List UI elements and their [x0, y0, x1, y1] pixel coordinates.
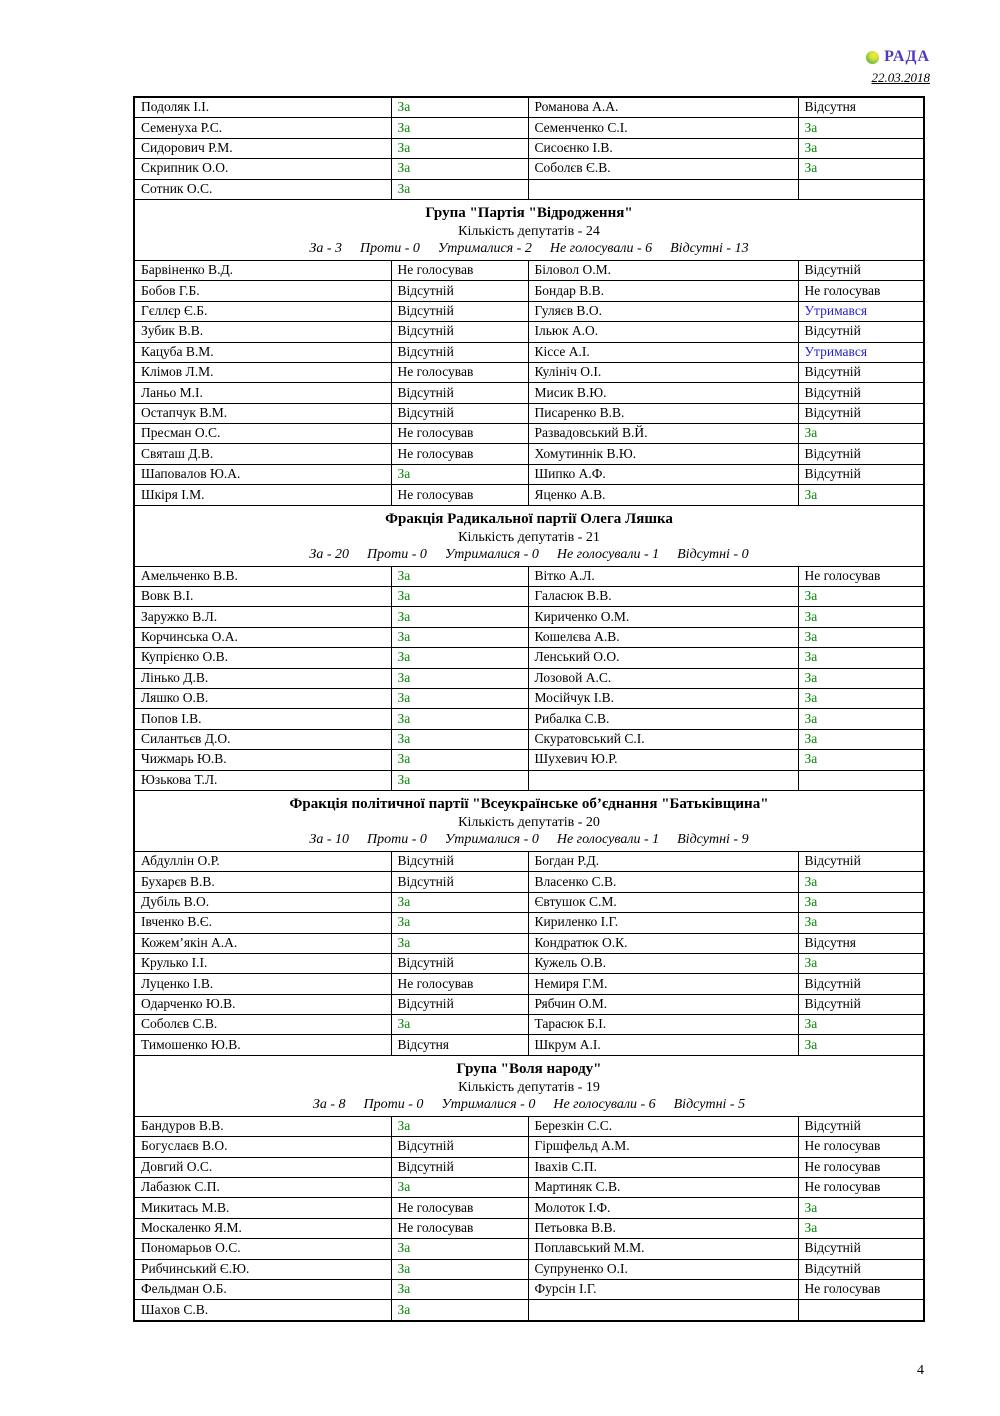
deputy-name-cell: Семенченко С.І. — [528, 118, 798, 138]
deputy-name-cell: Шипко А.Ф. — [528, 464, 798, 484]
vote-cell: Не голосував — [391, 424, 528, 444]
vote-cell: Відсутній — [391, 994, 528, 1014]
deputy-name-cell: Немиря Г.М. — [528, 974, 798, 994]
deputy-name-cell: Гуляєв В.О. — [528, 301, 798, 321]
table-row — [134, 383, 924, 403]
deputy-name-cell: Сисоєнко І.В. — [528, 138, 798, 158]
deputy-name-cell: Кулініч О.І. — [528, 362, 798, 382]
table-row — [134, 1218, 924, 1238]
vote-cell: Відсутній — [798, 1116, 924, 1136]
section-title: Фракція політичної партії "Всеукраїнське об’єднання "Батьківщина" — [289, 795, 769, 812]
vote-cell: За — [798, 913, 924, 933]
table-row — [134, 403, 924, 423]
brand-line — [866, 48, 930, 66]
deputy-name-cell: Фурсін І.Г. — [528, 1279, 798, 1299]
vote-cell: Відсутній — [391, 322, 528, 342]
table-row — [134, 1239, 924, 1259]
deputy-name-cell: Вовк В.І. — [134, 587, 391, 607]
deputy-name-cell: Ленський О.О. — [528, 648, 798, 668]
section-header-row — [134, 1055, 924, 1116]
vote-cell: Не голосував — [391, 444, 528, 464]
vote-cell: Утримався — [798, 342, 924, 362]
section-header-row — [134, 505, 924, 566]
table-row — [134, 485, 924, 505]
report-date: 22.03.2018 — [871, 69, 930, 85]
deputy-name-cell: Развадовський В.Й. — [528, 424, 798, 444]
section-stat-item: За - 8 — [312, 1096, 346, 1112]
table-row — [134, 1279, 924, 1299]
deputy-name-cell: Кожем’якін А.А. — [134, 933, 391, 953]
section-stat-item: Утрималися - 0 — [444, 831, 539, 847]
deputy-name-cell: Скуратовський С.І. — [528, 729, 798, 749]
deputy-name-cell: Ланьо М.І. — [134, 383, 391, 403]
section-header — [134, 790, 924, 851]
vote-cell: За — [798, 607, 924, 627]
table-row — [134, 933, 924, 953]
table-row — [134, 1137, 924, 1157]
section-stat-item: За - 10 — [309, 831, 349, 847]
vote-cell: Не голосував — [798, 1157, 924, 1177]
section-deputy-count: Кількість депутатів - 21 — [458, 529, 600, 545]
vote-cell: За — [798, 1035, 924, 1055]
deputy-name-cell: Абдуллін О.Р. — [134, 851, 391, 871]
vote-cell: За — [391, 892, 528, 912]
table-row — [134, 688, 924, 708]
vote-cell: Не голосував — [798, 1137, 924, 1157]
vote-cell: Не голосував — [798, 1178, 924, 1198]
deputy-name-cell: Пресман О.С. — [134, 424, 391, 444]
vote-cell: За — [798, 872, 924, 892]
deputy-name-cell: Галасюк В.В. — [528, 587, 798, 607]
vote-cell: За — [798, 668, 924, 688]
vote-cell: Відсутній — [798, 1259, 924, 1279]
vote-cell: Відсутній — [798, 383, 924, 403]
section-stat-item: Не голосували - 6 — [549, 240, 653, 256]
deputy-name-cell: Пономарьов О.С. — [134, 1239, 391, 1259]
vote-cell: За — [391, 1259, 528, 1279]
vote-cell: Утримався — [798, 301, 924, 321]
deputy-name-cell: Шаповалов Ю.А. — [134, 464, 391, 484]
vote-table — [133, 96, 925, 1322]
table-row — [134, 301, 924, 321]
vote-cell — [798, 770, 924, 790]
deputy-name-cell: Богдан Р.Д. — [528, 851, 798, 871]
deputy-name-cell: Силантьєв Д.О. — [134, 729, 391, 749]
table-row — [134, 566, 924, 586]
deputy-name-cell: Бандуров В.В. — [134, 1116, 391, 1136]
vote-cell: За — [798, 953, 924, 973]
deputy-name-cell — [528, 1300, 798, 1321]
deputy-name-cell: Петьовка В.В. — [528, 1218, 798, 1238]
deputy-name-cell: Шахов С.В. — [134, 1300, 391, 1321]
table-row — [134, 913, 924, 933]
section-deputy-count: Кількість депутатів - 20 — [458, 814, 600, 830]
vote-cell: За — [798, 750, 924, 770]
deputy-name-cell: Івахів С.П. — [528, 1157, 798, 1177]
section-vote-stats — [139, 240, 919, 258]
deputy-name-cell: Тимошенко Ю.В. — [134, 1035, 391, 1055]
table-row — [134, 729, 924, 749]
table-row — [134, 1198, 924, 1218]
vote-cell: За — [391, 668, 528, 688]
vote-cell — [798, 179, 924, 199]
table-row — [134, 770, 924, 790]
deputy-name-cell: Євтушок С.М. — [528, 892, 798, 912]
deputy-name-cell: Мосійчук І.В. — [528, 688, 798, 708]
section-stat-item: Проти - 0 — [366, 831, 427, 847]
deputy-name-cell: Луценко І.В. — [134, 974, 391, 994]
vote-cell: За — [391, 1178, 528, 1198]
deputy-name-cell: Одарченко Ю.В. — [134, 994, 391, 1014]
deputy-name-cell: Молоток І.Ф. — [528, 1198, 798, 1218]
deputy-name-cell: Тарасюк Б.І. — [528, 1015, 798, 1035]
deputy-name-cell: Лозовой А.С. — [528, 668, 798, 688]
vote-cell: За — [391, 750, 528, 770]
table-row — [134, 851, 924, 871]
vote-cell — [798, 1300, 924, 1321]
vote-cell: За — [798, 485, 924, 505]
vote-cell: Відсутній — [391, 1137, 528, 1157]
deputy-name-cell: Купрієнко О.В. — [134, 648, 391, 668]
deputy-name-cell: Кириленко І.Г. — [528, 913, 798, 933]
table-row — [134, 627, 924, 647]
vote-cell: За — [391, 1116, 528, 1136]
section-title: Група "Воля народу" — [456, 1060, 602, 1077]
vote-cell: За — [798, 118, 924, 138]
vote-cell: Відсутній — [798, 994, 924, 1014]
table-row — [134, 1157, 924, 1177]
deputy-name-cell: Рибалка С.В. — [528, 709, 798, 729]
vote-cell: За — [798, 688, 924, 708]
vote-cell: За — [391, 1300, 528, 1321]
vote-cell: Відсутній — [798, 851, 924, 871]
vote-cell: За — [798, 1198, 924, 1218]
vote-cell: Відсутній — [798, 260, 924, 280]
vote-cell: За — [798, 627, 924, 647]
vote-cell: За — [798, 1218, 924, 1238]
section-header-row — [134, 790, 924, 851]
deputy-name-cell: Вітко А.Л. — [528, 566, 798, 586]
section-header — [134, 505, 924, 566]
section-stat-item: Відсутні - 9 — [677, 831, 749, 847]
deputy-name-cell — [528, 179, 798, 199]
table-row — [134, 1035, 924, 1055]
deputy-name-cell: Сидорович Р.М. — [134, 138, 391, 158]
section-stat-item: За - 20 — [309, 546, 349, 562]
table-row — [134, 1116, 924, 1136]
deputy-name-cell: Богуслаєв В.О. — [134, 1137, 391, 1157]
vote-cell: За — [391, 770, 528, 790]
vote-cell: За — [798, 159, 924, 179]
deputy-name-cell: Чижмарь Ю.В. — [134, 750, 391, 770]
deputy-name-cell: Соболєв С.В. — [134, 1015, 391, 1035]
section-stat-item: За - 3 — [309, 240, 342, 256]
section-stat-item: Відсутні - 5 — [673, 1096, 746, 1112]
deputy-name-cell: Святаш Д.В. — [134, 444, 391, 464]
vote-cell: Не голосував — [391, 1218, 528, 1238]
vote-cell: Відсутній — [391, 1157, 528, 1177]
vote-cell: Не голосував — [798, 566, 924, 586]
vote-cell: Відсутня — [798, 97, 924, 118]
deputy-name-cell: Юзькова Т.Л. — [134, 770, 391, 790]
table-row — [134, 974, 924, 994]
section-stat-item: Утрималися - 2 — [437, 240, 532, 256]
section-stat-item: Відсутні - 13 — [670, 240, 749, 256]
vote-cell: За — [391, 913, 528, 933]
deputy-name-cell: Семенуха Р.С. — [134, 118, 391, 138]
deputy-name-cell: Писаренко В.В. — [528, 403, 798, 423]
deputy-name-cell: Довгий О.С. — [134, 1157, 391, 1177]
section-vote-stats — [139, 546, 919, 564]
section-title: Група "Партія "Відродження" — [425, 204, 633, 221]
vote-cell: Не голосував — [798, 281, 924, 301]
deputy-name-cell: Скрипник О.О. — [134, 159, 391, 179]
vote-cell: За — [391, 607, 528, 627]
vote-cell: За — [798, 892, 924, 912]
deputy-name-cell: Романова А.А. — [528, 97, 798, 118]
deputy-name-cell: Гіршфельд А.М. — [528, 1137, 798, 1157]
deputy-name-cell: Дубіль В.О. — [134, 892, 391, 912]
vote-cell: За — [391, 1239, 528, 1259]
deputy-name-cell: Кіссе А.І. — [528, 342, 798, 362]
deputy-name-cell: Ільюк А.О. — [528, 322, 798, 342]
vote-cell: Не голосував — [391, 485, 528, 505]
vote-cell: Відсутній — [391, 872, 528, 892]
table-row — [134, 179, 924, 199]
vote-cell: За — [391, 648, 528, 668]
vote-cell: Відсутня — [798, 933, 924, 953]
vote-cell: Відсутній — [798, 362, 924, 382]
table-row — [134, 138, 924, 158]
deputy-name-cell: Рябчин О.М. — [528, 994, 798, 1014]
section-stat-item: Не голосували - 1 — [556, 831, 660, 847]
deputy-name-cell: Шкіря І.М. — [134, 485, 391, 505]
table-row — [134, 668, 924, 688]
deputy-name-cell: Остапчук В.М. — [134, 403, 391, 423]
vote-cell: За — [391, 1015, 528, 1035]
vote-cell: За — [798, 709, 924, 729]
deputy-name-cell: Шухевич Ю.Р. — [528, 750, 798, 770]
deputy-name-cell: Поплавський М.М. — [528, 1239, 798, 1259]
table-row — [134, 322, 924, 342]
vote-cell: Не голосував — [391, 362, 528, 382]
table-row — [134, 648, 924, 668]
vote-cell: За — [798, 587, 924, 607]
table-row — [134, 281, 924, 301]
section-header-row — [134, 199, 924, 260]
vote-cell: Відсутній — [798, 444, 924, 464]
vote-cell: Відсутній — [391, 851, 528, 871]
deputy-name-cell — [528, 770, 798, 790]
vote-cell: За — [391, 729, 528, 749]
section-stat-item: Відсутні - 0 — [677, 546, 749, 562]
deputy-name-cell: Крулько І.І. — [134, 953, 391, 973]
table-row — [134, 709, 924, 729]
vote-cell: За — [798, 729, 924, 749]
deputy-name-cell: Лінько Д.В. — [134, 668, 391, 688]
table-row — [134, 118, 924, 138]
vote-cell: За — [391, 97, 528, 118]
deputy-name-cell: Соболєв Є.В. — [528, 159, 798, 179]
section-deputy-count: Кількість депутатів - 24 — [458, 223, 600, 239]
table-row — [134, 97, 924, 118]
deputy-name-cell: Івченко В.Є. — [134, 913, 391, 933]
table-row — [134, 464, 924, 484]
deputy-name-cell: Кондратюк О.К. — [528, 933, 798, 953]
deputy-name-cell: Сотник О.С. — [134, 179, 391, 199]
vote-cell: Відсутній — [391, 342, 528, 362]
table-row — [134, 587, 924, 607]
vote-cell: За — [391, 566, 528, 586]
vote-cell: Не голосував — [798, 1279, 924, 1299]
deputy-name-cell: Гєллєр Є.Б. — [134, 301, 391, 321]
vote-cell: За — [391, 627, 528, 647]
section-stat-item: Проти - 0 — [359, 240, 420, 256]
table-row — [134, 750, 924, 770]
section-vote-stats — [139, 1096, 919, 1114]
table-row — [134, 260, 924, 280]
vote-table-body — [134, 97, 924, 1321]
deputy-name-cell: Кужель О.В. — [528, 953, 798, 973]
table-row — [134, 1015, 924, 1035]
vote-cell: Відсутній — [798, 322, 924, 342]
deputy-name-cell: Біловол О.М. — [528, 260, 798, 280]
table-row — [134, 444, 924, 464]
vote-cell: Відсутній — [391, 953, 528, 973]
vote-cell: Відсутній — [391, 403, 528, 423]
table-row — [134, 953, 924, 973]
deputy-name-cell: Бухарєв В.В. — [134, 872, 391, 892]
deputy-name-cell: Фельдман О.Б. — [134, 1279, 391, 1299]
vote-cell: Не голосував — [391, 1198, 528, 1218]
vote-cell: За — [391, 1279, 528, 1299]
deputy-name-cell: Лабазюк С.П. — [134, 1178, 391, 1198]
vote-cell: Не голосував — [391, 260, 528, 280]
deputy-name-cell: Кириченко О.М. — [528, 607, 798, 627]
table-row — [134, 872, 924, 892]
deputy-name-cell: Мартиняк С.В. — [528, 1178, 798, 1198]
table-row — [134, 159, 924, 179]
vote-cell: За — [391, 933, 528, 953]
vote-cell: За — [391, 709, 528, 729]
deputy-name-cell: Кацуба В.М. — [134, 342, 391, 362]
deputy-name-cell: Барвіненко В.Д. — [134, 260, 391, 280]
deputy-name-cell: Власенко С.В. — [528, 872, 798, 892]
vote-cell: Відсутній — [798, 1239, 924, 1259]
section-title: Фракція Радикальної партії Олега Ляшка — [385, 510, 673, 527]
deputy-name-cell: Рибчинський Є.Ю. — [134, 1259, 391, 1279]
section-stat-item: Проти - 0 — [363, 1096, 424, 1112]
deputy-name-cell: Ляшко О.В. — [134, 688, 391, 708]
vote-cell: За — [391, 159, 528, 179]
table-row — [134, 342, 924, 362]
deputy-name-cell: Микитась М.В. — [134, 1198, 391, 1218]
vote-cell: За — [798, 424, 924, 444]
section-stat-item: Утрималися - 0 — [441, 1096, 536, 1112]
vote-cell: За — [798, 138, 924, 158]
vote-cell: Відсутній — [391, 281, 528, 301]
vote-cell: За — [391, 118, 528, 138]
table-row — [134, 362, 924, 382]
page-number: 4 — [917, 1363, 924, 1378]
vote-cell: За — [391, 464, 528, 484]
vote-cell: За — [798, 648, 924, 668]
section-header — [134, 1055, 924, 1116]
deputy-name-cell: Зубик В.В. — [134, 322, 391, 342]
masthead — [866, 48, 930, 86]
vote-cell: За — [391, 179, 528, 199]
deputy-name-cell: Бобов Г.Б. — [134, 281, 391, 301]
deputy-name-cell: Клімов Л.М. — [134, 362, 391, 382]
deputy-name-cell: Кошелєва А.В. — [528, 627, 798, 647]
vote-cell: Відсутній — [798, 464, 924, 484]
deputy-name-cell: Корчинська О.А. — [134, 627, 391, 647]
table-row — [134, 607, 924, 627]
section-stat-item: Не голосували - 1 — [556, 546, 660, 562]
section-deputy-count: Кількість депутатів - 19 — [458, 1079, 600, 1095]
deputy-name-cell: Попов І.В. — [134, 709, 391, 729]
vote-cell: За — [391, 688, 528, 708]
deputy-name-cell: Супруненко О.І. — [528, 1259, 798, 1279]
deputy-name-cell: Москаленко Я.М. — [134, 1218, 391, 1238]
vote-cell: Відсутній — [391, 301, 528, 321]
section-header — [134, 199, 924, 260]
deputy-name-cell: Амельченко В.В. — [134, 566, 391, 586]
vote-cell: За — [391, 138, 528, 158]
vote-cell: За — [798, 1015, 924, 1035]
table-row — [134, 1259, 924, 1279]
section-stat-item: Утрималися - 0 — [444, 546, 539, 562]
section-stat-item: Проти - 0 — [366, 546, 427, 562]
deputy-name-cell: Заружко В.Л. — [134, 607, 391, 627]
deputy-name-cell: Хомутиннік В.Ю. — [528, 444, 798, 464]
vote-cell: Не голосував — [391, 974, 528, 994]
table-row — [134, 424, 924, 444]
table-row — [134, 1178, 924, 1198]
deputy-name-cell: Бондар В.В. — [528, 281, 798, 301]
deputy-name-cell: Шкрум А.І. — [528, 1035, 798, 1055]
vote-cell: Відсутній — [798, 974, 924, 994]
deputy-name-cell: Яценко А.В. — [528, 485, 798, 505]
deputy-name-cell: Подоляк І.І. — [134, 97, 391, 118]
vote-cell: Відсутній — [391, 383, 528, 403]
table-row — [134, 1300, 924, 1321]
deputy-name-cell: Мисик В.Ю. — [528, 383, 798, 403]
deputy-name-cell: Березкін С.С. — [528, 1116, 798, 1136]
vote-cell: Відсутній — [798, 403, 924, 423]
table-row — [134, 892, 924, 912]
section-vote-stats — [139, 831, 919, 849]
rada-logo-icon — [866, 51, 879, 64]
vote-cell: Відсутня — [391, 1035, 528, 1055]
table-row — [134, 994, 924, 1014]
section-stat-item: Не голосували - 6 — [553, 1096, 656, 1112]
vote-cell: За — [391, 587, 528, 607]
brand-name: РАДА — [884, 48, 930, 65]
